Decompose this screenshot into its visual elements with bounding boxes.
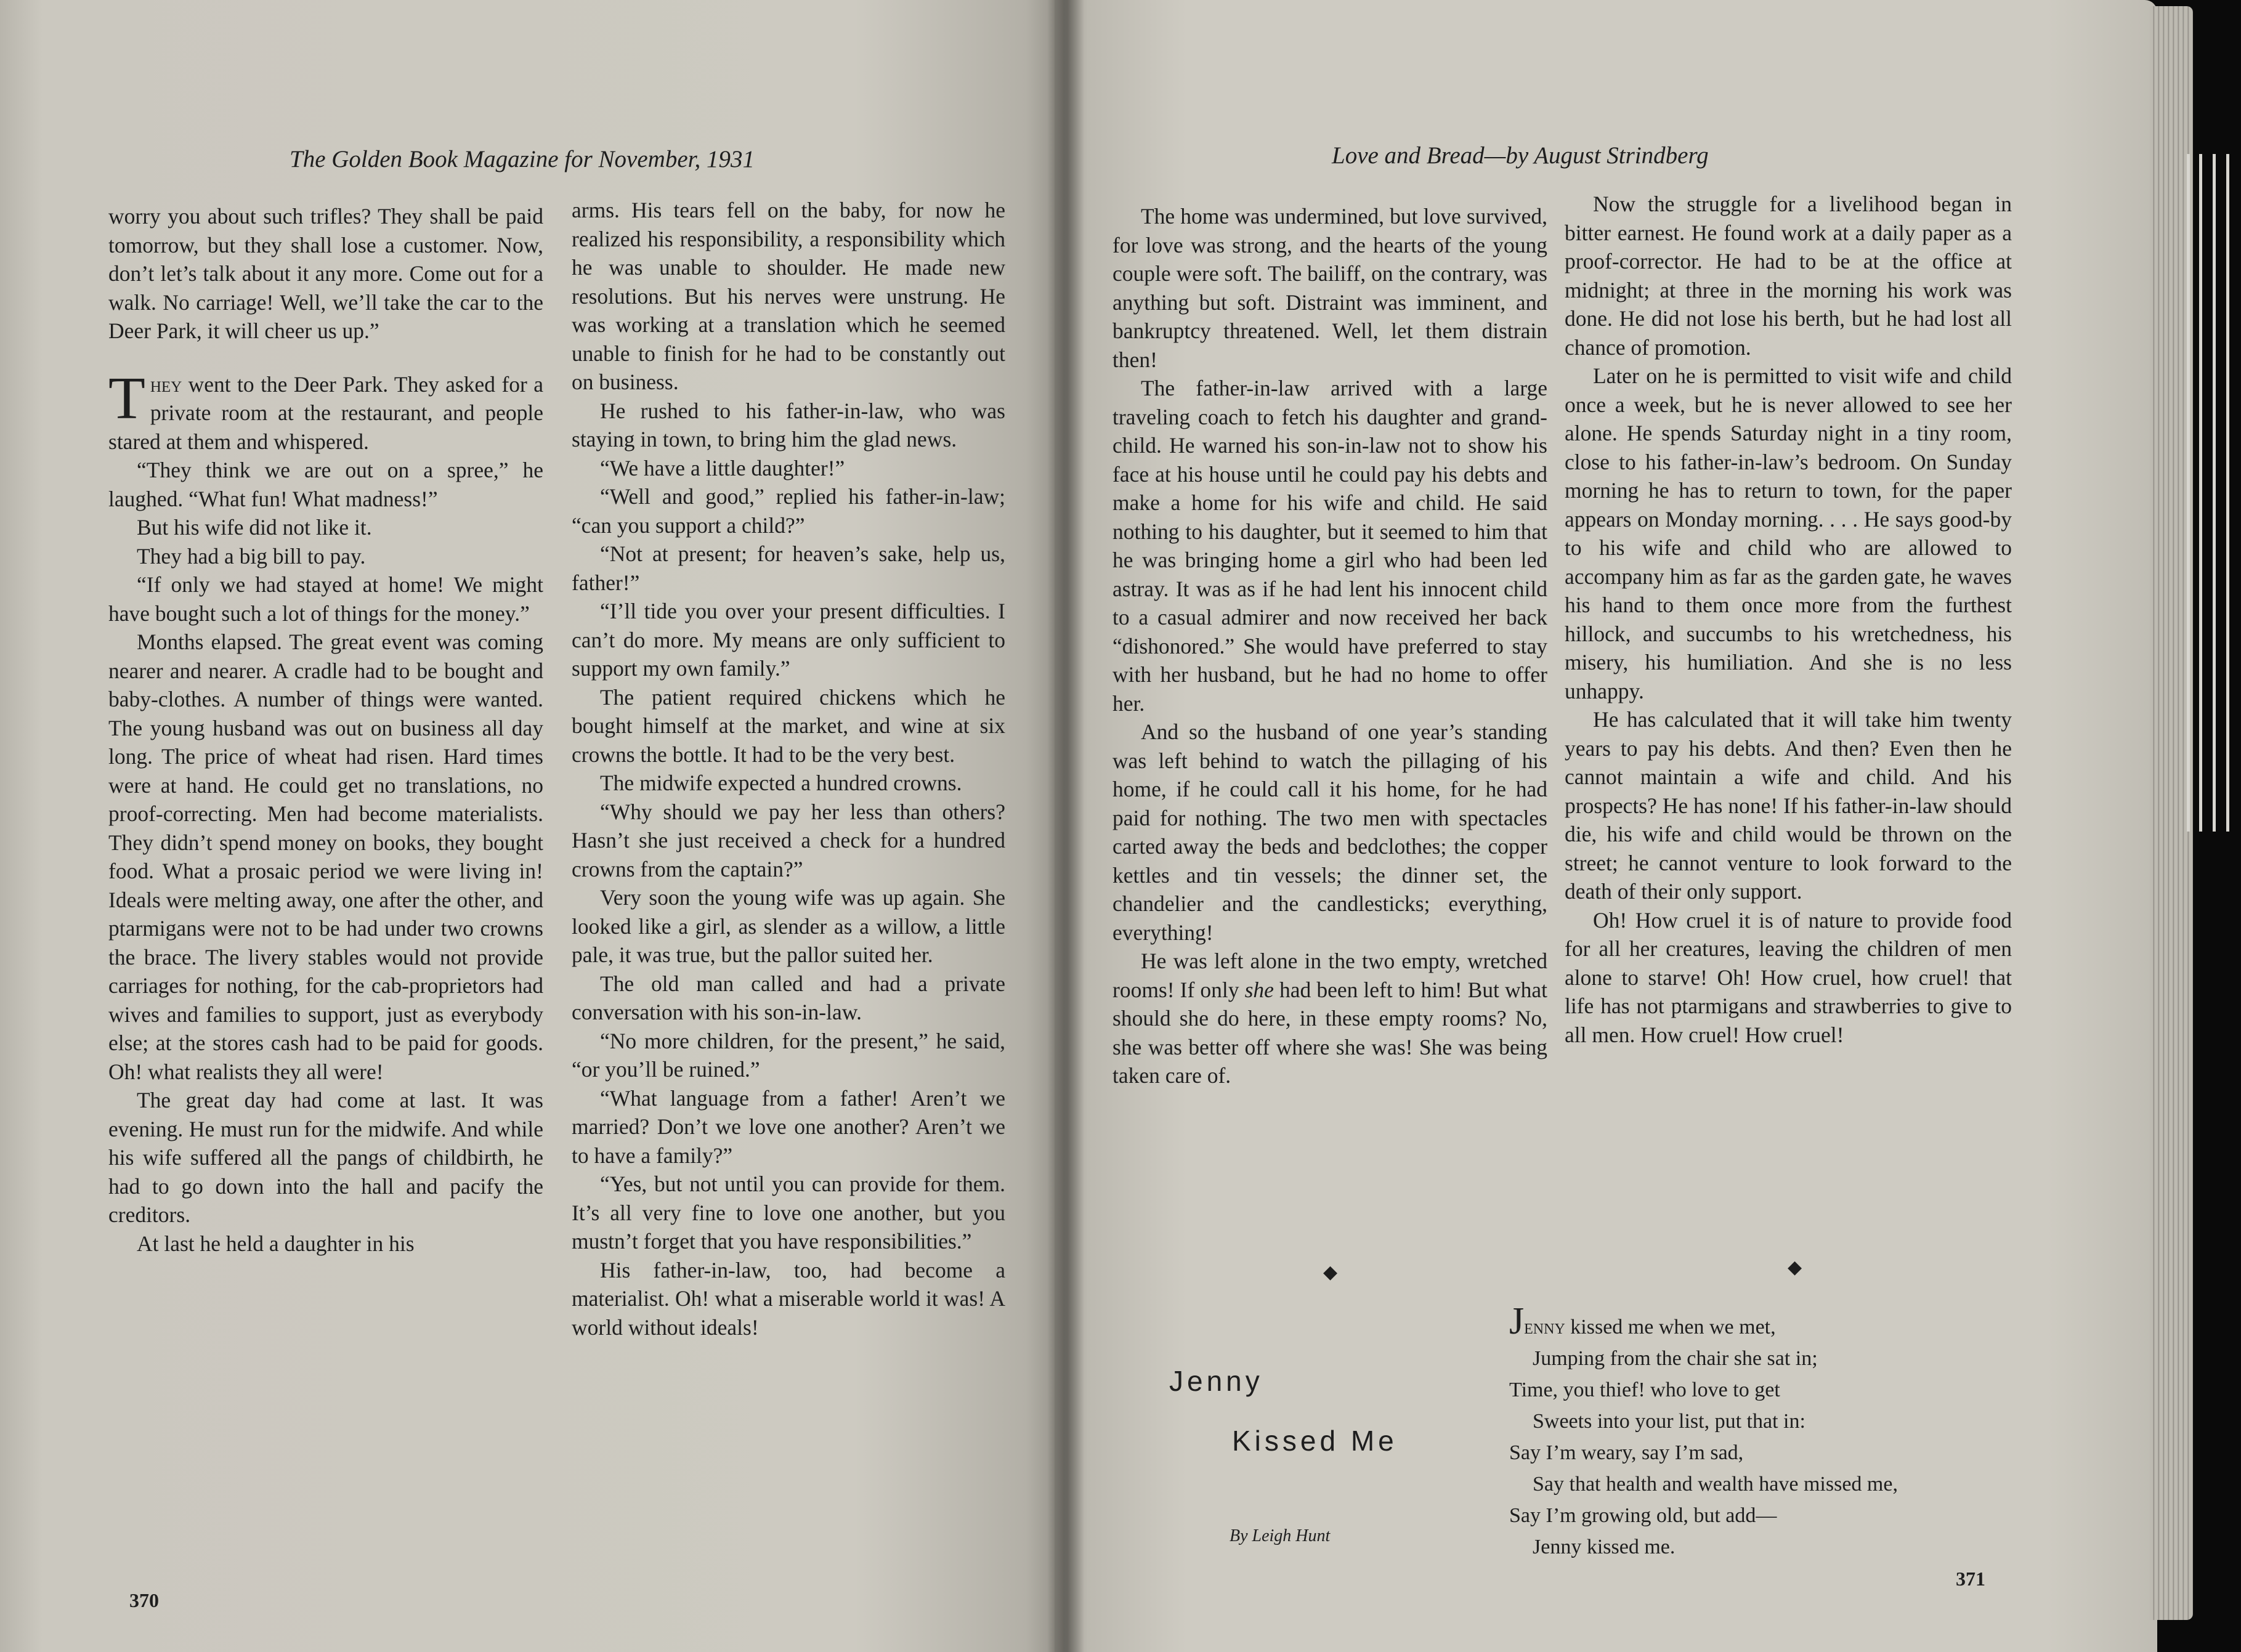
poem-line: Jumping from the chair she sat in; [1533,1347,1818,1370]
paragraph: The home was undermined, but love survived, for love was strong, and the hearts of the young couple were soft. The bailiff, on the contrary, was anything but soft. Distraint was imminent, and bankruptcy threatened. Well, let them distrain then! [1112,204,1547,372]
poem-line-text: kissed me when we met, [1565,1316,1776,1338]
small-caps-lead: hey [150,371,182,397]
emphasis: she [1244,977,1274,1002]
paragraph: Later on he is permitted to visit wife and child once a week, but he is never allowed to see her alone. He spends Saturday night in a tiny room, close to his father-in-law’s bedroom. On Sunday morning he has to return to town, for the paper appears on Monday morning. . . . He says good-by to his wife and child who are allowed to accompany him as far as the garden gate, he waves his hand to them once more from the furthest hillock, and succumbs to his wretchedness, his misery, his humiliation. And she is no less unhappy. [1565,363,2012,703]
section-opening-paragraph [108,365,543,456]
paragraph: The midwife expected a hundred crowns. [600,771,962,795]
drop-cap: T [108,365,145,432]
poem-line: Say that health and wealth have missed me, [1533,1473,1898,1496]
left-page-number: 370 [129,1589,159,1611]
small-caps-lead: enny [1524,1316,1565,1338]
left-running-head: The Golden Book Magazine for November, 1931 [290,146,755,172]
paragraph: He has calculated that it will take him twenty years to pay his debts. And then? Even then he cannot maintain a wife and child. And his prospects? He has none! If his father-in-law should die, his wife and child would be thrown on the street; he cannot venture to look forward to the death of their only support. [1565,707,2012,904]
poem-title-line-1: Jenny [1169,1365,1263,1397]
paragraph: “Not at present; for heaven’s sake, help us, father!” [572,541,1005,595]
paragraph: worry you about such trifles? They shall be paid tomorrow, but they shall lose a customer. Now, don’t let’s talk about it any more. Come out for a walk. No carriage! Well, we’ll take the car to the Deer Park, it will cheer us up.” [108,204,543,343]
paragraph: He rushed to his father-in-law, who was staying in town, to bring him the glad news. [572,398,1005,451]
paragraph: “They think we are out on a spree,” he laughed. “What fun! What madness!” [108,458,543,511]
paragraph: They had a big bill to pay. [137,543,366,569]
paragraph: The old man called and had a private conversation with his son-in-law. [572,971,1005,1024]
paragraph: “Why should we pay her less than others? Hasn’t she just received a check for a hundred crowns from the captain?” [572,799,1005,881]
paragraph: At last he held a daughter in his [137,1231,415,1256]
paragraph: “No more children, for the present,” he said, “or you’ll be ruined.” [572,1028,1005,1082]
book-gutter [1047,0,1084,1652]
paragraph: “I’ll tide you over your present difficulties. I can’t do more. My means are only sufficient to support my own family.” [572,599,1005,681]
poem-line: Say I’m weary, say I’m sad, [1509,1441,1744,1464]
right-page-number: 371 [1956,1568,1985,1590]
paragraph: Months elapsed. The great event was coming nearer and nearer. A cradle had to be bought and baby-clothes. A number of things were wanted. The young husband was out on business all day long. The price of wheat had risen. Hard times were at hand. He could get no translations, no proof-correcting. Men had become materialists. They didn’t spend money on books, they bought food. What a prosaic period we were living in! Ideals were melting away, one after the other, and ptarmigans were not to be had under two crowns the brace. The livery stables would not provide carriages for nothing, for the cab-proprietors had wives and families to support, just as everybody else; at the stores cash had to be paid for goods. Oh! what realists they all were! [108,630,543,1084]
paragraph-text: went to the Deer Park. They asked for a private room at the restaurant, and people stared at them and whispered. [108,371,543,454]
section-ornament: ◆ [1788,1257,1802,1277]
paragraph: Now the struggle for a livelihood began in bitter earnest. He found work at a daily paper as a proof-corrector. He had to be at the office at midnight; at three in the morning his work was done. He did not lose his berth, but he had lost all chance of promotion. [1565,192,2012,360]
poem-byline: By Leigh Hunt [1230,1526,1331,1545]
paragraph: The father-in-law arrived with a large traveling coach to fetch his daughter and grand-child. He warned his son-in-law not to show his face at his house until he could pay his debts and make a home for his wife and child. He said nothing to his daughter, but it seemed to him that he was bringing home a girl who had been led astray. It was as if he had lent his innocent child to a casual admirer and now received her back “dishonored.” She would have preferred to stay with her husband, but he had no home to offer her. [1112,376,1547,716]
page-edge-lines [2181,154,2236,832]
paragraph: “Well and good,” replied his father-in-law; “can you support a child?” [572,484,1005,538]
paragraph: “If only we had stayed at home! We might have bought such a lot of things for the money.” [108,572,543,626]
left-column-1 [108,202,543,1258]
right-column-2 [1565,190,2012,1049]
paragraph: Oh! How cruel it is of nature to provide food for all her creatures, leaving the children of men alone to starve! Oh! How cruel, how cruel! that life has not ptarmigans and strawberries to give to all men. How cruel! How cruel! [1565,907,2012,1047]
paragraph: “What language from a father! Aren’t we married? Don’t we love one another? Aren’t we to have a family?” [572,1085,1005,1168]
poem-initial: J [1509,1300,1525,1342]
paragraph: His father-in-law, too, had become a materialist. Oh! what a miserable world it was! A world without ideals! [572,1257,1005,1340]
poem-title-line-2: Kissed Me [1232,1425,1398,1457]
paragraph-text: had been left to him! But what should she do here, in these empty rooms? No, she was better off where she was! She was being taken care of. [1112,977,1547,1088]
left-column-2 [572,196,1005,1342]
paragraph: arms. His tears fell on the baby, for now he realized his responsibility, a responsibility which he was unable to shoulder. He made new resolutions. But his nerves were unstrung. He was working at a translation which he seemed unable to finish for he had to be constantly out on business. [572,198,1005,394]
poem-line: Time, you thief! who love to get [1509,1379,1780,1401]
section-ornament: ◆ [1323,1262,1338,1282]
right-running-head: Love and Bread—by August Strindberg [1332,142,1709,169]
poem-line: Sweets into your list, put that in: [1533,1410,1805,1433]
paragraph: Very soon the young wife was up again. She looked like a girl, as slender as a willow, a little pale, it was true, but the pallor suited her. [572,885,1005,967]
poem-line: Say I’m growing old, but add— [1509,1504,1777,1527]
paragraph: “Yes, but not until you can provide for them. It’s all very fine to love one another, but you mustn’t forget that you have responsibilities.” [572,1172,1005,1253]
paragraph [1112,947,1547,1090]
poem-line: Jenny kissed me. [1533,1536,1676,1558]
poem-line [1509,1300,1898,1343]
poem-body [1509,1300,1898,1563]
paragraph-text: He was left alone in the two empty, wretched rooms! If only [1112,949,1547,1002]
paragraph: “We have a little daughter!” [600,455,845,480]
paragraph: The great day had come at last. It was evening. He must run for the midwife. And while his wife suffered all the pangs of childbirth, he had to go down into the hall and pacify the creditors. [108,1088,543,1227]
right-column-1 [1112,202,1547,1090]
paragraph: The patient required chickens which he bought himself at the market, and wine at six crowns the bottle. It had to be the very best. [572,684,1005,767]
paragraph: And so the husband of one year’s standing was left behind to watch the pillaging of his home, if he could call it his home, for he had paid for nothing. The two men with spectacles carted away the beds and bedclothes; the copper kettles and tin vessels; the dinner set, the chandelier and the candlesticks; everything, everything! [1112,719,1547,945]
paragraph: But his wife did not like it. [137,515,372,540]
